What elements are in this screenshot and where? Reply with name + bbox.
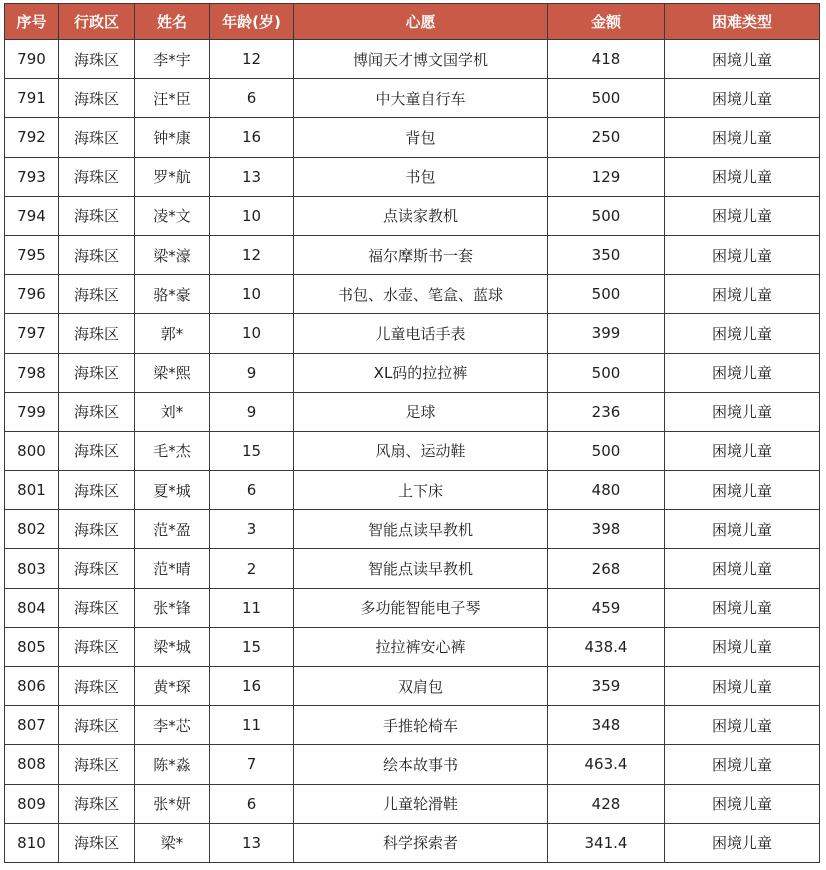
cell-name: 梁*濠 (135, 235, 210, 274)
table-row (5, 627, 820, 666)
cell-wish: XL码的拉拉裤 (294, 353, 548, 392)
cell-hardship-type: 困境儿童 (665, 157, 820, 196)
cell-name: 范*晴 (135, 549, 210, 588)
cell-index: 808 (5, 745, 59, 784)
cell-index: 799 (5, 392, 59, 431)
cell-hardship-type: 困境儿童 (665, 823, 820, 862)
table-row (5, 431, 820, 470)
header-amount: 金额 (548, 4, 665, 40)
cell-index: 794 (5, 196, 59, 235)
table-row (5, 40, 820, 79)
header-row (5, 4, 820, 40)
wish-list-sheet (4, 3, 819, 863)
cell-hardship-type: 困境儿童 (665, 745, 820, 784)
cell-age: 6 (210, 471, 294, 510)
cell-wish: 背包 (294, 118, 548, 157)
table-row (5, 745, 820, 784)
cell-index: 798 (5, 353, 59, 392)
cell-name: 陈*淼 (135, 745, 210, 784)
cell-amount: 459 (548, 588, 665, 627)
cell-name: 张*妍 (135, 784, 210, 823)
cell-amount: 350 (548, 235, 665, 274)
cell-wish: 书包、水壶、笔盒、蓝球 (294, 275, 548, 314)
cell-age: 15 (210, 431, 294, 470)
cell-name: 骆*豪 (135, 275, 210, 314)
table-row (5, 588, 820, 627)
cell-amount: 129 (548, 157, 665, 196)
cell-age: 13 (210, 823, 294, 862)
cell-wish: 绘本故事书 (294, 745, 548, 784)
cell-hardship-type: 困境儿童 (665, 40, 820, 79)
cell-district: 海珠区 (59, 353, 135, 392)
cell-hardship-type: 困境儿童 (665, 471, 820, 510)
cell-hardship-type: 困境儿童 (665, 314, 820, 353)
cell-hardship-type: 困境儿童 (665, 588, 820, 627)
cell-wish: 拉拉裤安心裤 (294, 627, 548, 666)
cell-wish: 上下床 (294, 471, 548, 510)
cell-wish: 儿童电话手表 (294, 314, 548, 353)
cell-name: 范*盈 (135, 510, 210, 549)
cell-wish: 书包 (294, 157, 548, 196)
cell-index: 810 (5, 823, 59, 862)
cell-age: 16 (210, 667, 294, 706)
cell-district: 海珠区 (59, 823, 135, 862)
cell-index: 803 (5, 549, 59, 588)
cell-wish: 点读家教机 (294, 196, 548, 235)
cell-district: 海珠区 (59, 314, 135, 353)
cell-district: 海珠区 (59, 275, 135, 314)
cell-hardship-type: 困境儿童 (665, 79, 820, 118)
cell-age: 10 (210, 196, 294, 235)
cell-amount: 428 (548, 784, 665, 823)
cell-age: 11 (210, 706, 294, 745)
table-row (5, 118, 820, 157)
cell-hardship-type: 困境儿童 (665, 431, 820, 470)
cell-index: 804 (5, 588, 59, 627)
table-row (5, 784, 820, 823)
cell-amount: 250 (548, 118, 665, 157)
cell-name: 刘* (135, 392, 210, 431)
cell-district: 海珠区 (59, 706, 135, 745)
cell-age: 6 (210, 784, 294, 823)
cell-hardship-type: 困境儿童 (665, 118, 820, 157)
table-row (5, 196, 820, 235)
cell-index: 796 (5, 275, 59, 314)
cell-district: 海珠区 (59, 196, 135, 235)
cell-wish: 足球 (294, 392, 548, 431)
cell-name: 梁*城 (135, 627, 210, 666)
header-age: 年龄(岁) (210, 4, 294, 40)
cell-index: 795 (5, 235, 59, 274)
cell-district: 海珠区 (59, 235, 135, 274)
cell-district: 海珠区 (59, 784, 135, 823)
cell-wish: 手推轮椅车 (294, 706, 548, 745)
table-row (5, 510, 820, 549)
cell-name: 凌*文 (135, 196, 210, 235)
cell-age: 2 (210, 549, 294, 588)
table-row (5, 392, 820, 431)
cell-district: 海珠区 (59, 471, 135, 510)
table-row (5, 157, 820, 196)
cell-age: 10 (210, 275, 294, 314)
cell-name: 钟*康 (135, 118, 210, 157)
cell-wish: 科学探索者 (294, 823, 548, 862)
cell-amount: 500 (548, 79, 665, 118)
cell-index: 801 (5, 471, 59, 510)
cell-amount: 268 (548, 549, 665, 588)
cell-amount: 500 (548, 196, 665, 235)
cell-district: 海珠区 (59, 157, 135, 196)
table-row (5, 667, 820, 706)
cell-index: 797 (5, 314, 59, 353)
cell-district: 海珠区 (59, 667, 135, 706)
cell-district: 海珠区 (59, 79, 135, 118)
table-row (5, 353, 820, 392)
cell-district: 海珠区 (59, 745, 135, 784)
cell-age: 3 (210, 510, 294, 549)
cell-age: 9 (210, 392, 294, 431)
cell-name: 黄*琛 (135, 667, 210, 706)
cell-amount: 398 (548, 510, 665, 549)
cell-district: 海珠区 (59, 588, 135, 627)
cell-wish: 双肩包 (294, 667, 548, 706)
cell-name: 罗*航 (135, 157, 210, 196)
cell-name: 李*宇 (135, 40, 210, 79)
cell-wish: 博闻天才博文国学机 (294, 40, 548, 79)
cell-name: 夏*城 (135, 471, 210, 510)
table-row (5, 549, 820, 588)
table-row (5, 314, 820, 353)
cell-amount: 399 (548, 314, 665, 353)
cell-name: 汪*臣 (135, 79, 210, 118)
cell-amount: 480 (548, 471, 665, 510)
header-index: 序号 (5, 4, 59, 40)
table-row (5, 79, 820, 118)
cell-index: 790 (5, 40, 59, 79)
table-body (5, 40, 820, 863)
cell-amount: 500 (548, 275, 665, 314)
cell-age: 16 (210, 118, 294, 157)
cell-amount: 500 (548, 431, 665, 470)
cell-amount: 463.4 (548, 745, 665, 784)
cell-hardship-type: 困境儿童 (665, 235, 820, 274)
cell-hardship-type: 困境儿童 (665, 275, 820, 314)
cell-amount: 341.4 (548, 823, 665, 862)
table-row (5, 706, 820, 745)
table-row (5, 823, 820, 862)
cell-index: 805 (5, 627, 59, 666)
cell-wish: 中大童自行车 (294, 79, 548, 118)
cell-age: 6 (210, 79, 294, 118)
cell-index: 802 (5, 510, 59, 549)
cell-name: 梁* (135, 823, 210, 862)
cell-hardship-type: 困境儿童 (665, 706, 820, 745)
cell-index: 807 (5, 706, 59, 745)
cell-hardship-type: 困境儿童 (665, 549, 820, 588)
cell-wish: 智能点读早教机 (294, 510, 548, 549)
cell-index: 793 (5, 157, 59, 196)
cell-age: 12 (210, 40, 294, 79)
cell-age: 12 (210, 235, 294, 274)
cell-index: 800 (5, 431, 59, 470)
header-wish: 心愿 (294, 4, 548, 40)
wish-list-table (4, 3, 820, 863)
cell-hardship-type: 困境儿童 (665, 353, 820, 392)
cell-hardship-type: 困境儿童 (665, 196, 820, 235)
cell-index: 806 (5, 667, 59, 706)
cell-district: 海珠区 (59, 627, 135, 666)
cell-district: 海珠区 (59, 549, 135, 588)
header-district: 行政区 (59, 4, 135, 40)
cell-wish: 多功能智能电子琴 (294, 588, 548, 627)
cell-age: 9 (210, 353, 294, 392)
cell-wish: 风扇、运动鞋 (294, 431, 548, 470)
cell-district: 海珠区 (59, 431, 135, 470)
cell-hardship-type: 困境儿童 (665, 392, 820, 431)
cell-index: 792 (5, 118, 59, 157)
cell-name: 郭* (135, 314, 210, 353)
cell-name: 毛*杰 (135, 431, 210, 470)
header-hardship-type: 困难类型 (665, 4, 820, 40)
cell-amount: 236 (548, 392, 665, 431)
cell-amount: 359 (548, 667, 665, 706)
cell-district: 海珠区 (59, 510, 135, 549)
table-row (5, 275, 820, 314)
header-name: 姓名 (135, 4, 210, 40)
cell-district: 海珠区 (59, 392, 135, 431)
cell-name: 李*芯 (135, 706, 210, 745)
cell-wish: 福尔摩斯书一套 (294, 235, 548, 274)
cell-amount: 418 (548, 40, 665, 79)
cell-district: 海珠区 (59, 118, 135, 157)
cell-hardship-type: 困境儿童 (665, 667, 820, 706)
cell-name: 梁*熙 (135, 353, 210, 392)
cell-district: 海珠区 (59, 40, 135, 79)
cell-name: 张*锋 (135, 588, 210, 627)
table-row (5, 471, 820, 510)
cell-age: 13 (210, 157, 294, 196)
cell-age: 11 (210, 588, 294, 627)
cell-amount: 500 (548, 353, 665, 392)
cell-index: 809 (5, 784, 59, 823)
cell-hardship-type: 困境儿童 (665, 627, 820, 666)
cell-hardship-type: 困境儿童 (665, 510, 820, 549)
cell-wish: 儿童轮滑鞋 (294, 784, 548, 823)
cell-hardship-type: 困境儿童 (665, 784, 820, 823)
cell-amount: 348 (548, 706, 665, 745)
cell-age: 15 (210, 627, 294, 666)
cell-amount: 438.4 (548, 627, 665, 666)
cell-age: 7 (210, 745, 294, 784)
cell-age: 10 (210, 314, 294, 353)
cell-wish: 智能点读早教机 (294, 549, 548, 588)
cell-index: 791 (5, 79, 59, 118)
table-row (5, 235, 820, 274)
